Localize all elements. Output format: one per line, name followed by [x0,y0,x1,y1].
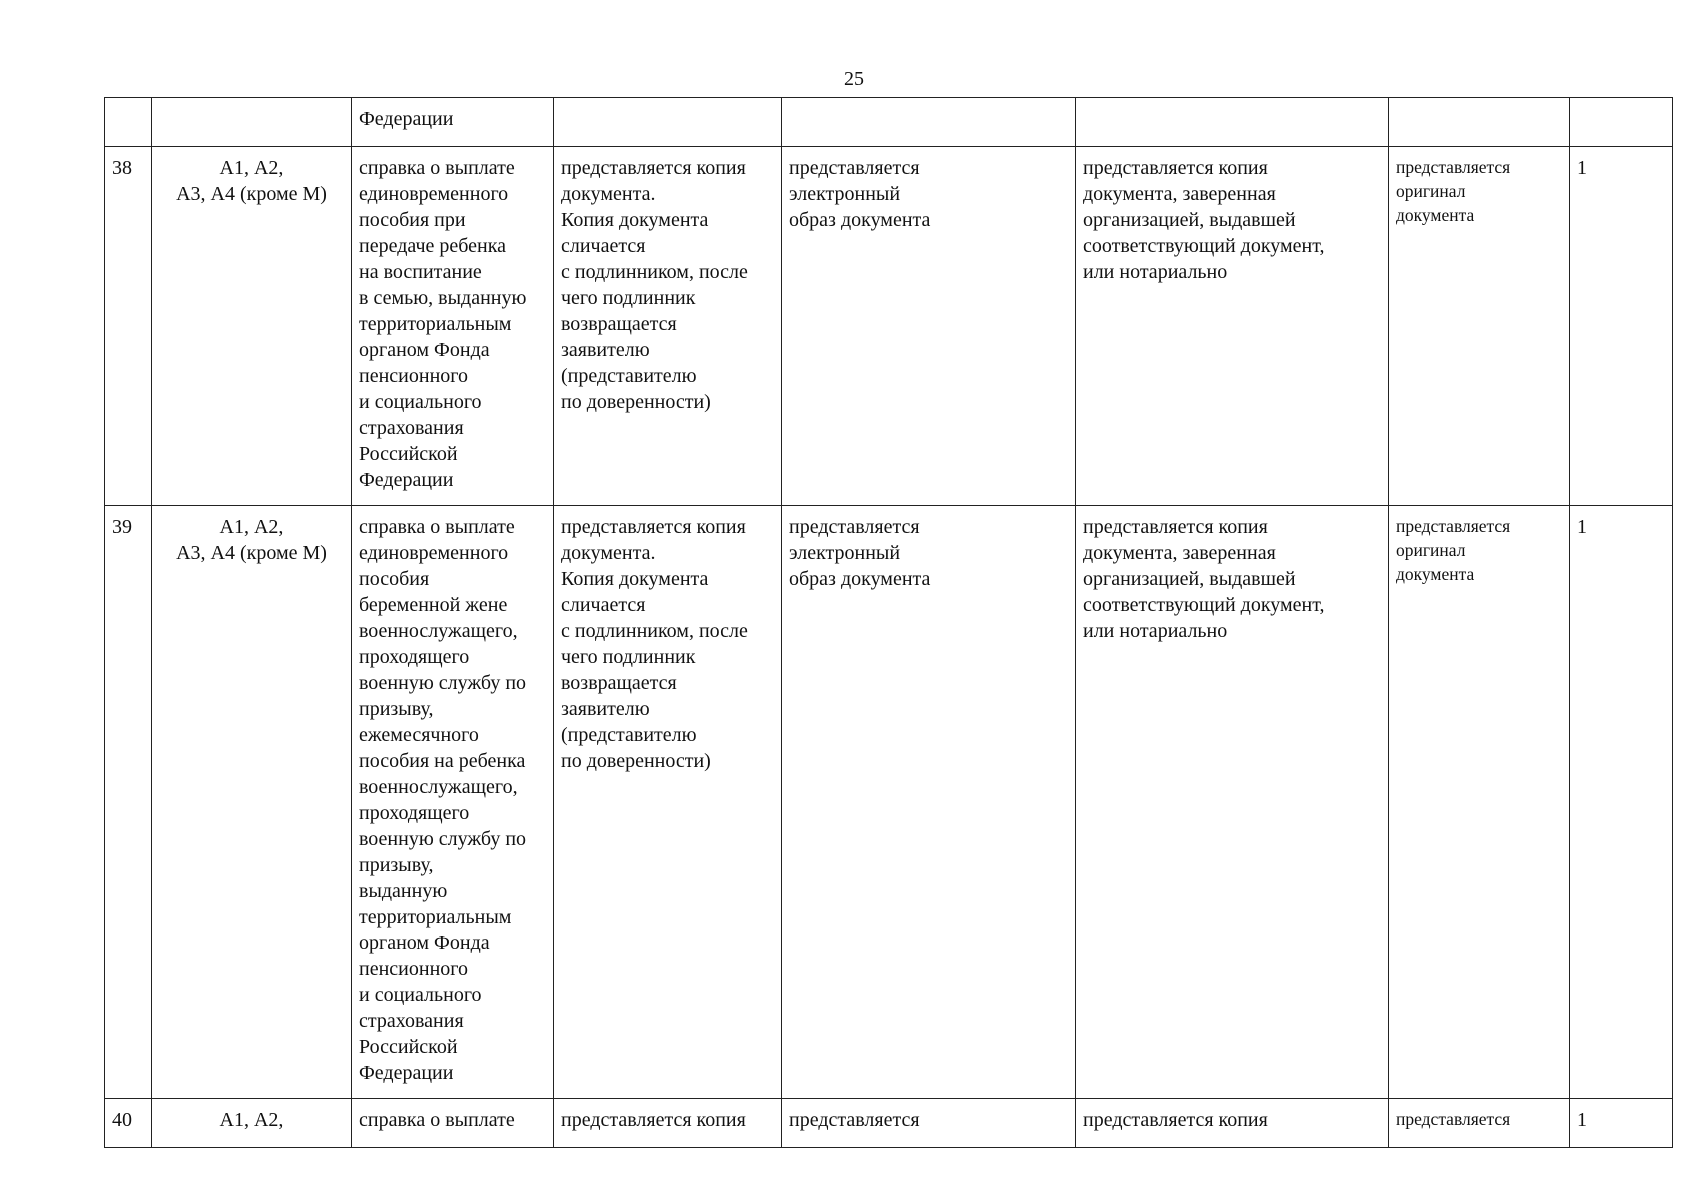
cell-codes: А1, А2, А3, А4 (кроме М) [152,506,352,1099]
cell-quantity: 1 [1570,1099,1673,1148]
page-number: 25 [844,68,864,90]
cell-document-name: справка о выплате [352,1099,554,1148]
cell-electronic: представляется электронный образ документа [782,506,1076,1099]
cell-codes: А1, А2, [152,1099,352,1148]
cell-electronic [782,98,1076,147]
cell-num [105,98,152,147]
cell-original [1389,98,1570,147]
cell-certified-copy [1076,98,1389,147]
cell-original: представляется оригинал документа [1389,147,1570,506]
cell-quantity: 1 [1570,506,1673,1099]
cell-document-name: справка о выплате единовременного пособия беременной жене военнослужащего, проходящего военную службу по призыву, ежемесячного пособия на ребенка военнослужащего, проходящего военную службу по призыву, выданную территориальным органом Фонда пенсионного и социального страхования Российской Федерации [352,506,554,1099]
cell-electronic: представляется [782,1099,1076,1148]
cell-num: 39 [105,506,152,1099]
requirements-table [104,97,1673,1148]
table-row-continuation [105,98,1673,147]
table-row-39 [105,506,1673,1099]
cell-document-name: справка о выплате единовременного пособия при передаче ребенка на воспитание в семью, выданную территориальным органом Фонда пенсионного и социального страхования Российской Федерации [352,147,554,506]
cell-num: 38 [105,147,152,506]
cell-certified-copy: представляется копия [1076,1099,1389,1148]
table-row-40 [105,1099,1673,1148]
cell-certified-copy: представляется копия документа, заверенная организацией, выдавшей соответствующий документ, или нотариально [1076,147,1389,506]
cell-certified-copy: представляется копия документа, заверенная организацией, выдавшей соответствующий документ, или нотариально [1076,506,1389,1099]
cell-codes: А1, А2, А3, А4 (кроме М) [152,147,352,506]
table-row-38 [105,147,1673,506]
cell-original: представляется [1389,1099,1570,1148]
cell-num: 40 [105,1099,152,1148]
cell-copy-rule: представляется копия [554,1099,782,1148]
cell-document-name: Федерации [352,98,554,147]
cell-copy-rule: представляется копия документа. Копия документа сличается с подлинником, после чего подлинник возвращается заявителю (представителю по доверенности) [554,147,782,506]
cell-original: представляется оригинал документа [1389,506,1570,1099]
cell-electronic: представляется электронный образ документа [782,147,1076,506]
cell-copy-rule: представляется копия документа. Копия документа сличается с подлинником, после чего подлинник возвращается заявителю (представителю по доверенности) [554,506,782,1099]
cell-quantity: 1 [1570,147,1673,506]
cell-codes [152,98,352,147]
cell-copy-rule [554,98,782,147]
cell-quantity [1570,98,1673,147]
